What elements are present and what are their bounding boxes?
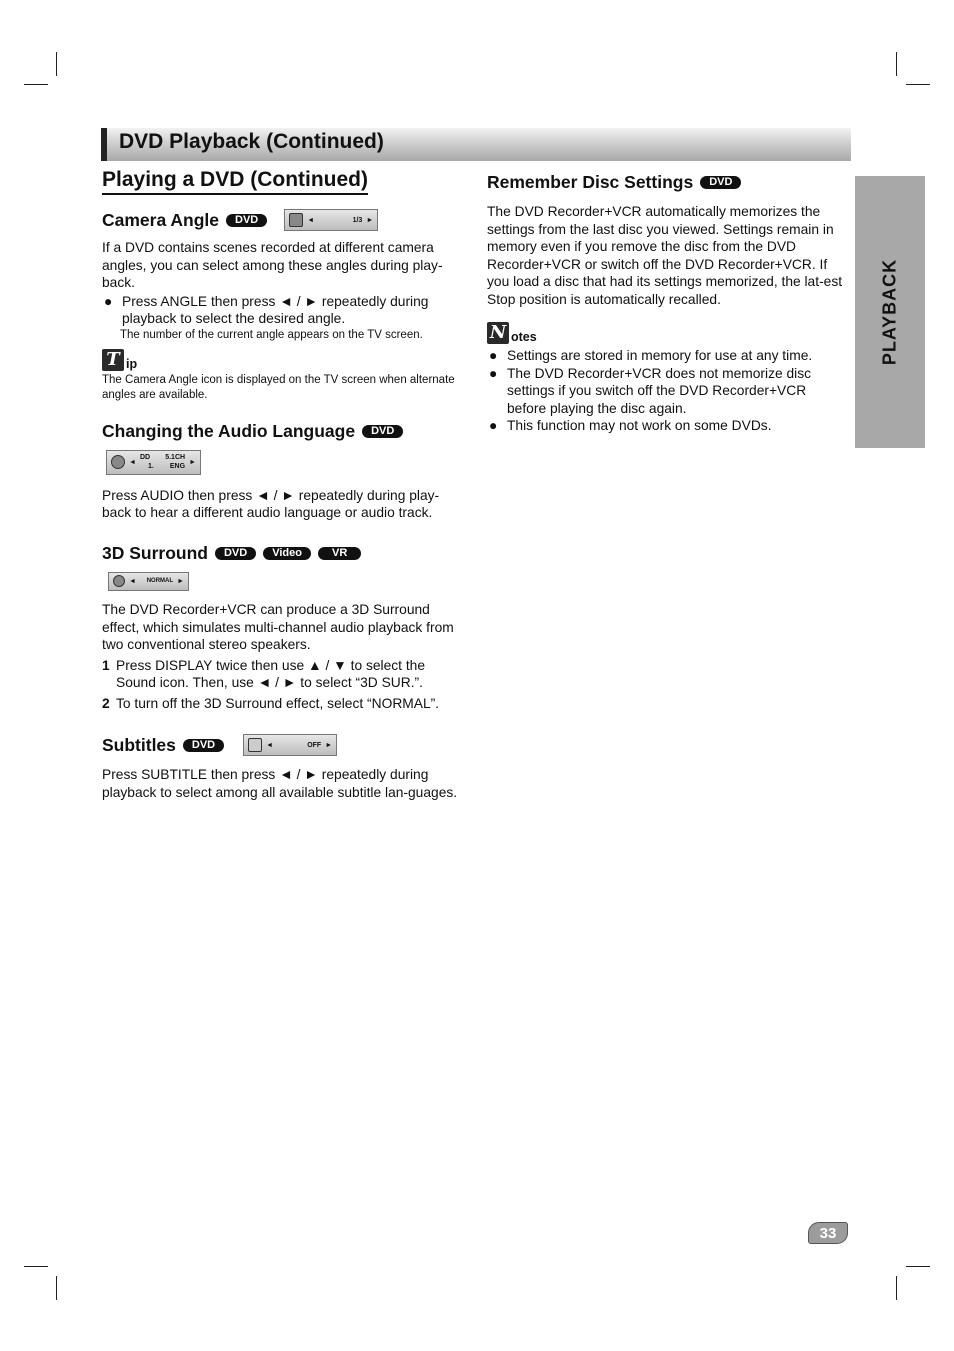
subtitle-icon [248,738,262,752]
speaker-icon [113,575,125,587]
camera-angle-heading [102,209,464,231]
bullet-text: Press ANGLE then press ◄ / ► repeatedly during playback to select the desired angle. [122,293,429,326]
crop-mark [906,1266,930,1267]
osd-value: 1/3 [352,216,363,224]
left-arrow-icon: ◄ [129,458,136,466]
note-item [487,417,849,435]
camera-angle-body: If a DVD contains scenes recorded at different camera angles, you can select among these angles during play-back. [102,240,443,290]
tip-label: ip [126,356,138,371]
remember-heading [487,172,849,193]
audio-osd-text [140,453,185,471]
side-tab-label: PLAYBACK [879,258,900,366]
video-badge: Video [263,547,311,560]
audio-language-body: Press AUDIO then press ◄ / ► repeatedly during play-back to hear a different audio language or audio track. [102,487,440,520]
bullet-subtext: The number of the current angle appears on the TV screen. [120,328,423,341]
camera-angle-osd [284,209,378,231]
bullet-item [102,293,464,328]
page-heading: Playing a DVD (Continued) [102,168,368,195]
audio-language-section [102,421,464,522]
audio-codec-icon: DD [139,454,151,461]
notes-section [487,322,849,435]
audio-osd [106,450,201,475]
section-header-bar [101,128,851,161]
crop-mark [24,84,48,85]
left-arrow-icon: ◄ [129,577,136,585]
audio-language-title: Changing the Audio Language [102,420,356,441]
note-text: This function may not work on some DVDs. [507,418,772,433]
remember-title: Remember Disc Settings [487,172,694,192]
right-arrow-icon: ► [189,458,196,466]
right-column [487,168,849,435]
remember-body: The DVD Recorder+VCR automatically memorizes the settings from the last disc you viewed. Settings remain in memory even if you remove the disc from the DVD Recorder+VCR or switch off the DVD Recorder+VCR. If you load a disc that had its settings memorized, the lat-est Stop position is automatically recalled. [487,204,843,307]
camera-angle-title: Camera Angle [102,209,220,230]
right-arrow-icon: ► [177,577,184,585]
notes-label: otes [511,330,537,344]
note-text: Settings are stored in memory for use at any time. [507,348,813,363]
note-text: The DVD Recorder+VCR does not memorize disc settings if you switch off the DVD Recorder+VCR before playing the disc again. [507,365,812,416]
step-number: 1 [102,657,110,673]
dvd-badge: DVD [183,739,224,752]
bullet-icon: ● [489,365,498,381]
crop-mark [906,84,930,85]
left-arrow-icon: ◄ [307,216,315,224]
step-number: 2 [102,695,110,711]
audio-language-code: ENG [169,463,186,470]
crop-mark [896,1276,897,1300]
note-item [487,365,849,418]
bullet-icon: ● [489,418,498,433]
subtitles-title: Subtitles [102,734,176,755]
osd-value: OFF [307,741,322,749]
subtitles-section [102,734,464,801]
crop-mark [896,52,897,76]
remember-section [487,172,849,308]
page-number: 33 [808,1222,848,1244]
subtitles-heading [102,734,464,756]
side-tab [855,176,925,448]
bullet-icon: ● [489,348,498,363]
tip-icon: T [102,349,124,371]
headphone-icon [111,455,125,469]
right-arrow-icon: ► [325,741,333,749]
right-arrow-icon: ► [366,216,374,224]
osd-value: NORMAL [146,578,174,584]
dvd-badge: DVD [215,547,256,560]
vr-badge: VR [318,547,361,560]
dvd-badge: DVD [362,425,403,438]
note-item [487,347,849,365]
surround-osd [108,572,189,591]
notes-icon: N [487,322,509,344]
surround-title: 3D Surround [102,542,208,563]
audio-track-number: 1. [147,463,154,470]
bullet-icon: ● [104,293,113,309]
camera-icon [289,213,303,227]
audio-language-heading [102,421,464,442]
step-text: Press DISPLAY twice then use ▲ / ▼ to select the Sound icon. Then, use ◄ / ► to select “3D SUR.”. [116,657,426,690]
dvd-badge: DVD [226,214,267,227]
dvd-badge: DVD [700,176,741,189]
step-text: To turn off the 3D Surround effect, select “NORMAL”. [116,695,440,711]
surround-body: The DVD Recorder+VCR can produce a 3D Surround effect, which simulates multi-channel audio playback from two conventional stereo speakers. [102,602,454,652]
audio-channels: 5.1CH [165,454,186,461]
subtitles-body: Press SUBTITLE then press ◄ / ► repeatedly during playback to select among all available subtitle lan-guages. [102,767,458,800]
camera-angle-section [102,209,464,403]
crop-mark [56,1276,57,1300]
surround-section [102,543,464,713]
notes-heading [487,322,849,344]
step-item [102,695,464,713]
step-item [102,657,464,692]
surround-heading [102,543,464,564]
left-column [102,168,464,801]
crop-mark [56,52,57,76]
tip-text: The Camera Angle icon is displayed on the TV screen when alternate angles are available. [102,373,455,401]
tip-heading [102,349,464,371]
crop-mark [24,1266,48,1267]
subtitles-osd [243,734,337,756]
left-arrow-icon: ◄ [266,741,274,749]
section-header-title: DVD Playback (Continued) [119,130,384,153]
